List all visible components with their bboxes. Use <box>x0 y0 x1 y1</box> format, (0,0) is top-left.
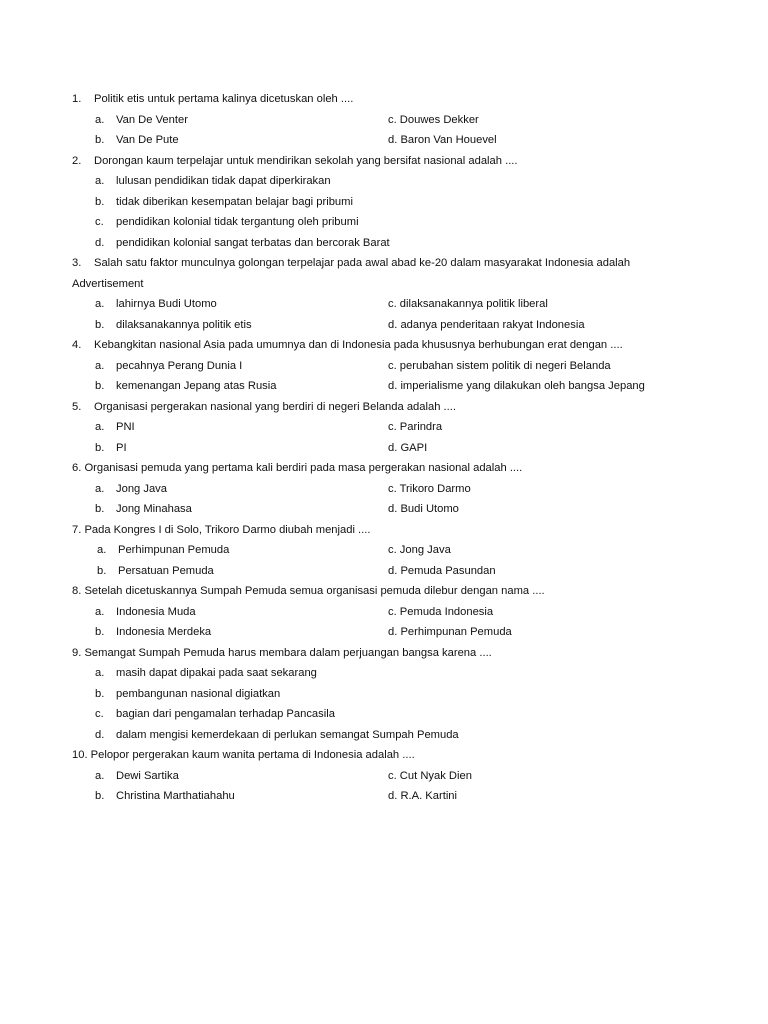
option-a: lahirnya Budi Utomo <box>116 298 217 310</box>
option-row <box>0 110 768 131</box>
option-a: Van De Venter <box>116 113 188 126</box>
question-text: Dorongan kaum terpelajar untuk mendirikan sekolah yang bersifat nasional adalah .... <box>94 154 518 167</box>
option-letter: b. <box>95 503 105 515</box>
option-c: c. Cut Nyak Dien <box>388 769 472 782</box>
option-row <box>0 766 768 787</box>
option-d: d. R.A. Kartini <box>388 790 458 802</box>
option-letter: a. <box>95 605 105 618</box>
option-c: c. Parindra <box>388 421 443 433</box>
question-text: Organisasi pergerakan nasional yang berdiri di negeri Belanda adalah .... <box>94 400 456 413</box>
question-text: 9. Semangat Sumpah Pemuda harus membara dalam perjuangan bangsa karena .... <box>72 646 492 659</box>
question-number: 4. <box>72 339 82 351</box>
question-7 <box>0 520 768 541</box>
question-text: 8. Setelah dicetuskannya Sumpah Pemuda semua organisasi pemuda dilebur dengan nama .... <box>72 585 545 597</box>
question-number: 5. <box>72 400 82 413</box>
option-a: pecahnya Perang Dunia I <box>116 359 243 372</box>
option-letter: b. <box>95 626 105 638</box>
option-c: c. perubahan sistem politik di negeri Belanda <box>388 359 611 372</box>
option-d: d. adanya penderitaan rakyat Indonesia <box>388 318 585 331</box>
option-b: Van De Pute <box>116 134 179 146</box>
option-letter: a. <box>95 359 105 372</box>
option-a: Jong Java <box>116 482 167 495</box>
question-sheet <box>0 89 768 807</box>
option-letter: b. <box>95 441 105 454</box>
option-row <box>0 684 768 705</box>
question-5 <box>0 397 768 418</box>
question-10 <box>0 745 768 766</box>
option-d: d. GAPI <box>388 441 428 454</box>
option-letter: a. <box>97 544 107 556</box>
option-row <box>0 704 768 725</box>
question-continuation <box>0 274 768 295</box>
question-number: 3. <box>72 257 82 269</box>
option-letter: a. <box>95 769 105 782</box>
question-number: 2. <box>72 154 82 167</box>
option-letter: c. <box>95 216 104 228</box>
question-3 <box>0 253 768 274</box>
option-b: tidak diberikan kesempatan belajar bagi pribumi <box>116 195 353 208</box>
option-letter: b. <box>97 564 107 577</box>
option-a: lulusan pendidikan tidak dapat diperkirakan <box>116 175 331 187</box>
option-b: pembangunan nasional digiatkan <box>116 687 281 700</box>
option-row <box>0 540 768 561</box>
option-row <box>0 663 768 684</box>
option-a: PNI <box>116 421 135 433</box>
option-c: bagian dari pengamalan terhadap Pancasila <box>116 708 335 720</box>
question-text: 6. Organisasi pemuda yang pertama kali berdiri pada masa pergerakan nasional adalah .... <box>72 462 523 474</box>
option-letter: a. <box>95 113 105 126</box>
option-b: Indonesia Merdeka <box>116 626 212 638</box>
option-letter: a. <box>95 421 105 433</box>
option-a: Perhimpunan Pemuda <box>118 544 230 556</box>
option-b: Christina Marthatiahahu <box>116 790 235 802</box>
option-letter: b. <box>95 134 105 146</box>
option-row <box>0 130 768 151</box>
option-row <box>0 233 768 254</box>
option-letter: a. <box>95 175 105 187</box>
option-row <box>0 192 768 213</box>
question-9 <box>0 643 768 664</box>
option-row <box>0 356 768 377</box>
question-text-wrap: Advertisement <box>72 277 144 290</box>
option-c: c. Douwes Dekker <box>388 113 479 126</box>
option-c: c. Jong Java <box>388 544 451 556</box>
option-row <box>0 212 768 233</box>
option-row <box>0 622 768 643</box>
question-8 <box>0 581 768 602</box>
option-d: d. Perhimpunan Pemuda <box>388 626 512 638</box>
option-row <box>0 786 768 807</box>
option-letter: b. <box>95 790 105 802</box>
option-letter: a. <box>95 667 105 679</box>
option-letter: b. <box>95 195 105 208</box>
option-letter: a. <box>95 482 105 495</box>
option-row <box>0 725 768 746</box>
option-letter: a. <box>95 298 105 310</box>
option-c: c. dilaksanakannya politik liberal <box>388 298 548 310</box>
option-b: dilaksanakannya politik etis <box>116 318 252 331</box>
option-letter: d. <box>95 728 105 741</box>
question-6 <box>0 458 768 479</box>
question-1 <box>0 89 768 110</box>
option-letter: d. <box>95 236 105 249</box>
question-text: Salah satu faktor munculnya golongan terpelajar pada awal abad ke-20 dalam masyarakat Indonesia adalah <box>94 257 631 269</box>
option-d: pendidikan kolonial sangat terbatas dan bercorak Barat <box>116 236 390 249</box>
question-number: 1. <box>72 93 82 105</box>
option-b: Persatuan Pemuda <box>118 564 214 577</box>
option-b: PI <box>116 441 127 454</box>
option-a: Dewi Sartika <box>116 769 179 782</box>
option-c: pendidikan kolonial tidak tergantung oleh pribumi <box>116 216 359 228</box>
option-row <box>0 376 768 397</box>
option-a: Indonesia Muda <box>116 605 196 618</box>
option-row <box>0 315 768 336</box>
option-letter: b. <box>95 318 105 331</box>
option-d: d. Baron Van Houevel <box>388 134 497 146</box>
option-d: d. Pemuda Pasundan <box>388 564 496 577</box>
option-row <box>0 417 768 438</box>
question-text: Kebangkitan nasional Asia pada umumnya dan di Indonesia pada khususnya berhubungan erat dengan .... <box>94 339 623 351</box>
option-letter: c. <box>95 708 104 720</box>
option-row <box>0 602 768 623</box>
option-d: dalam mengisi kemerdekaan di perlukan semangat Sumpah Pemuda <box>116 728 459 741</box>
option-row <box>0 171 768 192</box>
option-letter: b. <box>95 687 105 700</box>
question-text: Politik etis untuk pertama kalinya dicetuskan oleh .... <box>94 93 354 105</box>
option-a: masih dapat dipakai pada saat sekarang <box>116 667 317 679</box>
option-c: c. Pemuda Indonesia <box>388 605 494 618</box>
option-row <box>0 438 768 459</box>
option-d: d. Budi Utomo <box>388 503 459 515</box>
option-row <box>0 499 768 520</box>
option-row <box>0 561 768 582</box>
option-d: d. imperialisme yang dilakukan oleh bangsa Jepang <box>388 380 645 392</box>
question-text: 7. Pada Kongres I di Solo, Trikoro Darmo diubah menjadi .... <box>72 523 371 536</box>
option-letter: b. <box>95 380 105 392</box>
option-row <box>0 294 768 315</box>
option-c: c. Trikoro Darmo <box>388 482 471 495</box>
question-2 <box>0 151 768 172</box>
option-row <box>0 479 768 500</box>
option-b: kemenangan Jepang atas Rusia <box>116 380 277 392</box>
question-text: 10. Pelopor pergerakan kaum wanita pertama di Indonesia adalah .... <box>72 749 415 761</box>
question-4 <box>0 335 768 356</box>
option-b: Jong Minahasa <box>116 503 192 515</box>
